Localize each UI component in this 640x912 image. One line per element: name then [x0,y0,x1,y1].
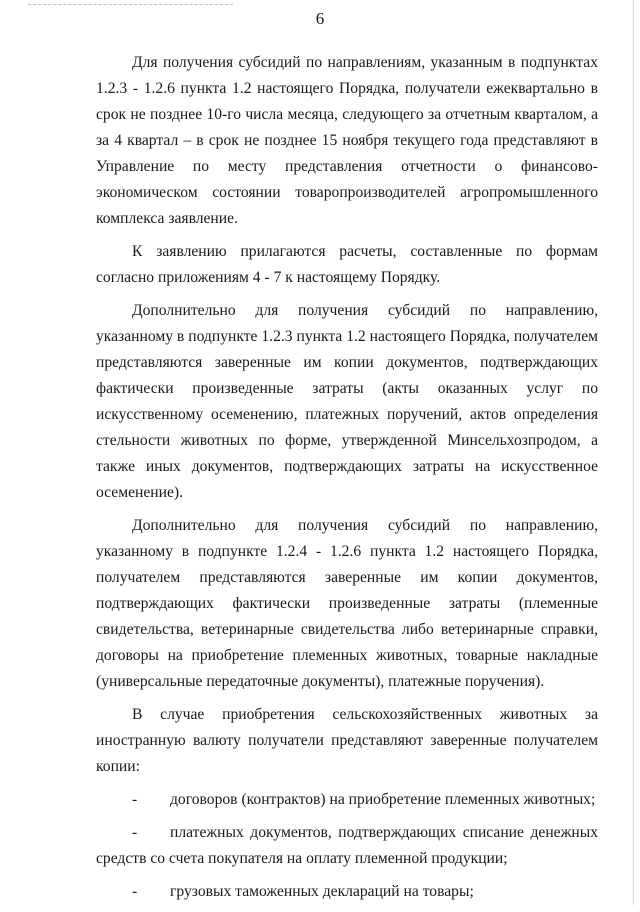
list-item [96,787,598,813]
scan-edge-right [633,0,634,905]
paragraph-insemination-documents: Дополнительно для получения субсидий по направлению, указанному в подпункте 1.2.3 пункта 1.2 настоящего Порядка, получателем представляются заверенные им копии документов, подтверждающих фактически произведенные затраты (акты оказанных услуг по искусственному осеменению, платежных поручений, актов определения стельности животных по форме, утвержденной Минсельхозпродом, а также иных документов, подтверждающих затраты на искусственное осеменение). [96,302,598,501]
list-dash: - [132,883,138,900]
list-item-text: платежных документов, подтверждающих списание денежных средств со счета покупателя на оплату племенной продукции; [96,824,598,867]
paragraph-attachments: К заявлению прилагаются расчеты, составленные по формам согласно приложениям 4 - 7 к настоящему Порядку. [96,243,598,286]
scan-edge-line [28,4,233,5]
paragraph-foreign-currency: В случае приобретения сельскохозяйственных животных за иностранную валюту получатели представляют заверенные получателем копии: [96,706,598,775]
list-dash: - [132,824,138,841]
document-body [96,50,598,912]
page-number: 6 [315,9,325,28]
list-item [96,879,598,905]
list-item-text: договоров (контрактов) на приобретение племенных животных; [170,791,596,808]
list-item [96,820,598,872]
list-dash: - [132,791,138,808]
list-item-text: грузовых таможенных деклараций на товары; [170,883,474,900]
paragraph-breeding-documents: Дополнительно для получения субсидий по направлению, указанному в подпункте 1.2.4 - 1.2.6 пункта 1.2 настоящего Порядка, получателем представляются заверенные им копии документов, подтверждающих фактически произведенные затраты (племенные свидетельства, ветеринарные свидетельства либо ветеринарные справки, договоры на приобретение племенных животных, товарные накладные (универсальные передаточные документы), платежные поручения). [96,517,598,690]
paragraph-subsidy-deadlines: Для получения субсидий по направлениям, указанным в подпунктах 1.2.3 - 1.2.6 пункта 1.2 настоящего Порядка, получатели ежеквартально в срок не позднее 10-го числа месяца, следующего за отчетным кварталом, а за 4 квартал – в срок не позднее 15 ноября текущего года представляют в Управление по месту представления отчетности о финансово-экономическом состоянии товаропроизводителей агропромышленного комплекса заявление. [96,54,598,227]
